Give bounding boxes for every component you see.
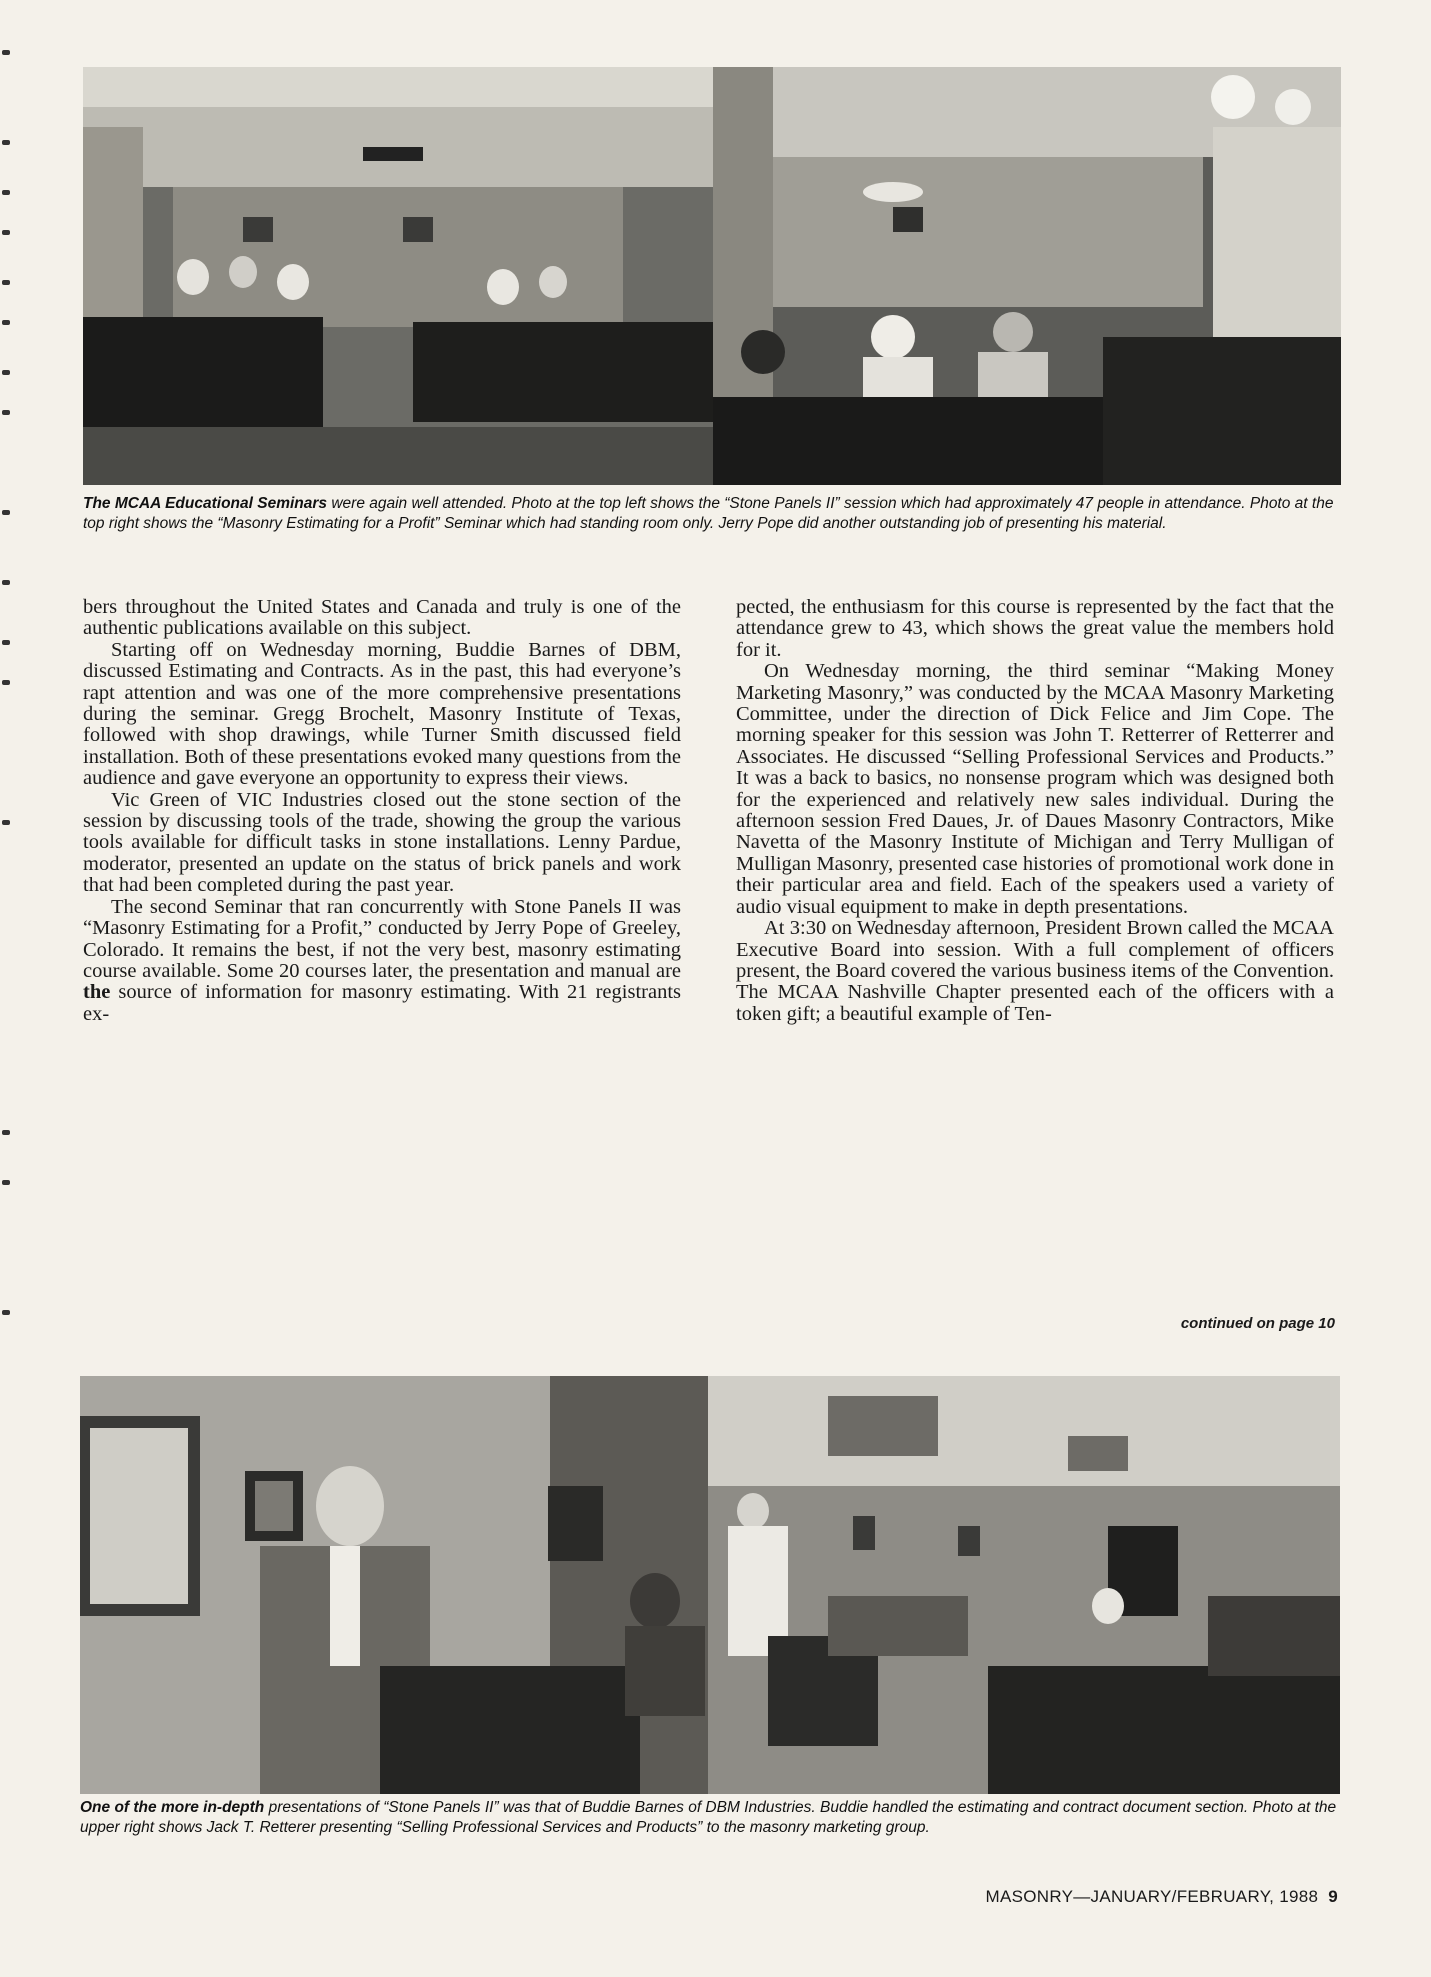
left-paragraph-2: Starting off on Wednesday morning, Buddie Barnes of DBM, discussed Estimating and Contracts. As in the past, this had everyone’s rapt attention and was one of the more comprehensive presentations during the seminar. Gregg Brochelt, Masonry Institute of Texas, followed with shop drawings, while Turner Smith discussed field installation. Both of these presentations evoked many questions from the audience and gave everyone an opportunity to express their views. — [83, 638, 681, 790]
top-caption-lead: The MCAA Educational Seminars — [83, 495, 328, 512]
bottom-left-photo — [80, 1376, 708, 1794]
bottom-right-photo — [708, 1376, 1340, 1794]
left-paragraph-4-bold: the — [83, 981, 111, 1004]
left-paragraph-4-start: The second Seminar that ran concurrently with Stone Panels II was “Masonry Estimating for a Profit,” conducted by Jerry Pope of Greeley, Colorado. It remains the best, if not the very best, masonry estimating course available. Some 20 courses later, the presentation and manual are — [83, 895, 681, 982]
left-paragraph-4-end: source of information for masonry estimating. With 21 registrants ex- — [83, 981, 681, 1025]
continued-on-page-link[interactable]: continued on page 10 — [1180, 1315, 1335, 1332]
left-paragraph-4 — [83, 897, 681, 1025]
top-left-photo — [83, 67, 713, 485]
left-paragraph-1: bers throughout the United States and Canada and truly is one of the authentic publications available on this subject. — [83, 596, 681, 640]
page-number: 9 — [1328, 1887, 1338, 1906]
left-paragraph-3: Vic Green of VIC Industries closed out the stone section of the session by discussing tools of the trade, showing the group the various tools available for difficult tasks in stone installations. Lenny Pardue, moderator, presented an update on the status of brick panels and work that had been completed during the past year. — [83, 788, 681, 897]
publication-title: MASONRY—JANUARY/FEBRUARY, 1988 — [985, 1887, 1319, 1906]
right-paragraph-3: At 3:30 on Wednesday afternoon, President Brown called the MCAA Executive Board into session. With a full complement of officers present, the Board covered the various business items of the Convention. The MCAA Nashville Chapter presented each of the officers with a token gift; a beautiful example of Ten- — [736, 917, 1334, 1025]
right-paragraph-2: On Wednesday morning, the third seminar “Making Money Marketing Masonry,” was conducted by the MCAA Masonry Marketing Committee, under the direction of Dick Felice and Jim Cope. The morning speaker for this session was John T. Retterrer of Retterrer and Associates. He discussed “Selling Professional Services and Products.” It was a back to basics, no nonsense program which was designed both for the experienced and relatively new sales individual. During the afternoon session Fred Daues, Jr. of Daues Masonry Contractors, Mike Navetta of the Masonry Institute of Michigan and Terry Mulligan of Mulligan Masonry, presented case histories of promotional work done in their particular area and field. Each of the speakers used a variety of audio visual equipment to make in depth presentations. — [736, 660, 1334, 918]
article-column-left — [83, 597, 681, 1025]
top-right-photo — [713, 67, 1341, 485]
bottom-caption-lead: One of the more in-depth — [80, 1799, 265, 1816]
article-column-right — [736, 597, 1334, 1025]
top-photo-caption — [83, 494, 1341, 534]
binding-marks — [2, 40, 14, 1340]
bottom-photo-caption — [80, 1798, 1340, 1838]
page-footer — [985, 1887, 1338, 1907]
bottom-caption-text: presentations of “Stone Panels II” was that of Buddie Barnes of DBM Industries. Buddie handled the estimating and contract document section. Photo at the upper right shows Jack T. Retterer presenting “Selling Professional Services and Products” to the masonry marketing group. — [80, 1799, 1337, 1836]
top-caption-text: were again well attended. Photo at the top left shows the “Stone Panels II” session which had approximately 47 people in attendance. Photo at the top right shows the “Masonry Estimating for a Profit” Seminar which had standing room only. Jerry Pope did another outstanding job of presenting his material. — [83, 495, 1334, 532]
right-paragraph-1: pected, the enthusiasm for this course is represented by the fact that the attendance grew to 43, which shows the great value the members hold for it. — [736, 596, 1334, 661]
